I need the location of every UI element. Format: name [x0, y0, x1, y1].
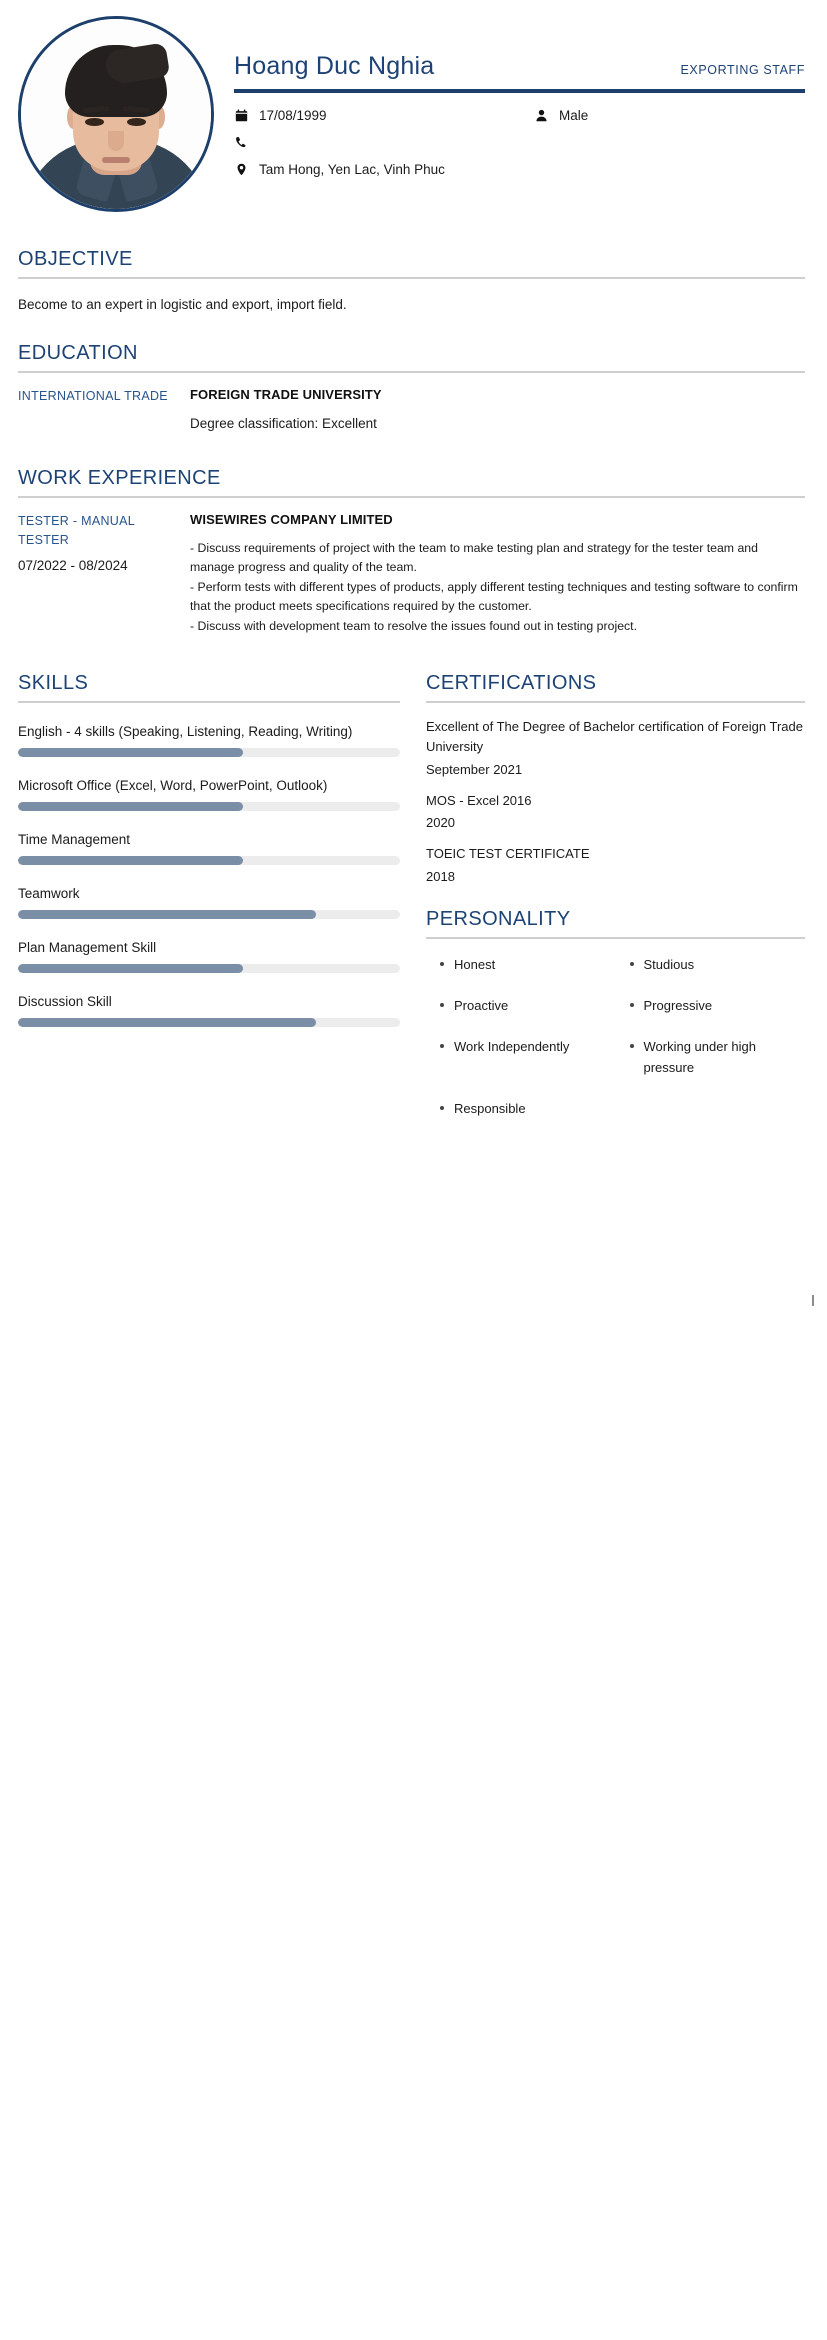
bullet-icon	[440, 1003, 444, 1007]
skills-section	[18, 672, 400, 1140]
certifications-heading: CERTIFICATIONS	[426, 672, 597, 695]
bullet-icon	[630, 1003, 634, 1007]
skill-bar-track	[18, 1018, 400, 1027]
work-bullets	[190, 527, 805, 636]
work-bullet: - Discuss with development team to resolve the issues found out in testing project.	[190, 618, 638, 633]
work-bullet: - Discuss requirements of project with the team to make testing plan and strategy for the tester team and manage progress and quality of the team.	[190, 541, 758, 575]
personality-item	[616, 955, 806, 996]
text-caret-artifact	[812, 1295, 814, 1306]
certifications-section	[426, 672, 805, 884]
skill-name: Discussion Skill	[18, 994, 112, 1010]
avatar	[18, 16, 214, 212]
personality-item	[426, 996, 616, 1037]
personality-item	[616, 996, 806, 1037]
skill-item	[18, 865, 400, 919]
phone-icon	[234, 136, 249, 149]
birthday-value: 17/08/1999	[259, 108, 327, 123]
skill-bar-track	[18, 856, 400, 865]
certification-name: MOS - Excel 2016	[426, 792, 532, 808]
education-school: FOREIGN TRADE UNIVERSITY	[190, 387, 382, 402]
personality-item	[426, 955, 616, 996]
gender-value: Male	[559, 108, 589, 123]
personality-label: Honest	[454, 957, 496, 973]
personality-label: Working under high pressure	[643, 1039, 756, 1075]
skill-name: Time Management	[18, 832, 131, 848]
skill-item	[18, 973, 400, 1027]
skill-item	[18, 703, 400, 757]
education-heading: EDUCATION	[18, 342, 138, 364]
person-icon	[534, 109, 549, 122]
personality-section	[426, 908, 805, 1140]
calendar-icon	[234, 109, 249, 122]
personality-list	[426, 939, 805, 1140]
address-item	[234, 156, 445, 183]
phone-item	[234, 129, 534, 156]
certification-year: September 2021	[426, 761, 523, 777]
contact-row-1	[234, 102, 805, 129]
skill-bar-track	[18, 748, 400, 757]
skill-bar-fill	[18, 856, 243, 865]
certification-year: 2020	[426, 815, 455, 831]
bullet-icon	[630, 962, 634, 966]
skill-bar-fill	[18, 748, 243, 757]
skill-item	[18, 757, 400, 811]
personality-label: Progressive	[643, 998, 713, 1014]
objective-heading: OBJECTIVE	[18, 248, 133, 270]
bullet-icon	[440, 1106, 444, 1110]
work-entry-right	[190, 512, 805, 636]
name-row	[234, 14, 805, 89]
address-value: Tam Hong, Yen Lac, Vinh Phuc	[259, 162, 445, 177]
work-bullet: - Perform tests with different types of products, apply different testing techniques and testing software to confirm that the product meets specifications required by the customer.	[190, 579, 798, 614]
personality-label: Responsible	[454, 1100, 526, 1116]
objective-text: Become to an expert in logistic and export, import field.	[18, 297, 347, 312]
personality-label: Work Independently	[454, 1039, 570, 1055]
work-company: WISEWIRES COMPANY LIMITED	[190, 512, 393, 527]
bullet-icon	[630, 1044, 634, 1048]
work-period: 07/2022 - 08/2024	[18, 557, 128, 573]
skill-name: English - 4 skills (Speaking, Listening, Reading, Writing)	[18, 724, 353, 740]
certification-item	[426, 703, 805, 777]
skill-bar-track	[18, 802, 400, 811]
education-section	[0, 342, 827, 431]
resume-header	[0, 0, 827, 212]
skill-bar-track	[18, 964, 400, 973]
contact-row-2	[234, 129, 805, 156]
skill-name: Microsoft Office (Excel, Word, PowerPoint, Outlook)	[18, 778, 328, 794]
certification-name: TOEIC TEST CERTIFICATE	[426, 846, 590, 862]
contact-info	[234, 93, 805, 183]
certification-year: 2018	[426, 869, 455, 885]
personality-item	[616, 1037, 806, 1098]
education-major: INTERNATIONAL TRADE	[18, 389, 168, 403]
education-entry-left	[18, 387, 190, 431]
work-experience-heading: WORK EXPERIENCE	[18, 467, 221, 489]
skill-name: Teamwork	[18, 886, 80, 902]
skill-bar-track	[18, 910, 400, 919]
skill-bar-fill	[18, 1018, 316, 1027]
lower-columns	[0, 672, 827, 1140]
job-title: EXPORTING STAFF	[680, 63, 805, 77]
portrait-photo	[21, 19, 211, 209]
work-experience-section	[0, 467, 827, 636]
bullet-icon	[440, 1044, 444, 1048]
education-detail: Degree classification: Excellent	[190, 416, 377, 431]
contact-row-3	[234, 156, 805, 183]
personality-item	[426, 1099, 616, 1140]
work-entry	[18, 498, 805, 636]
birthday-item	[234, 102, 534, 129]
personality-label: Proactive	[454, 998, 509, 1014]
personality-label: Studious	[643, 957, 695, 973]
skill-bar-fill	[18, 964, 243, 973]
skill-item	[18, 919, 400, 973]
location-pin-icon	[234, 163, 249, 176]
education-entry-right	[190, 387, 805, 431]
personality-item	[426, 1037, 616, 1098]
candidate-name: Hoang Duc Nghia	[234, 52, 435, 80]
header-main	[214, 14, 805, 183]
skill-bar-fill	[18, 910, 316, 919]
certification-name: Excellent of The Degree of Bachelor certification of Foreign Trade University	[426, 719, 803, 754]
work-role: TESTER - MANUAL TESTER	[18, 514, 135, 548]
skill-bar-fill	[18, 802, 243, 811]
gender-item	[534, 102, 588, 129]
work-entry-left	[18, 512, 190, 636]
skill-item	[18, 811, 400, 865]
skill-name: Plan Management Skill	[18, 940, 157, 956]
right-column	[426, 672, 805, 1140]
certification-item	[426, 830, 805, 884]
objective-section	[0, 248, 827, 312]
education-entry	[18, 373, 805, 431]
certification-item	[426, 777, 805, 831]
personality-heading: PERSONALITY	[426, 908, 571, 931]
skills-heading: SKILLS	[18, 672, 89, 695]
bullet-icon	[440, 962, 444, 966]
